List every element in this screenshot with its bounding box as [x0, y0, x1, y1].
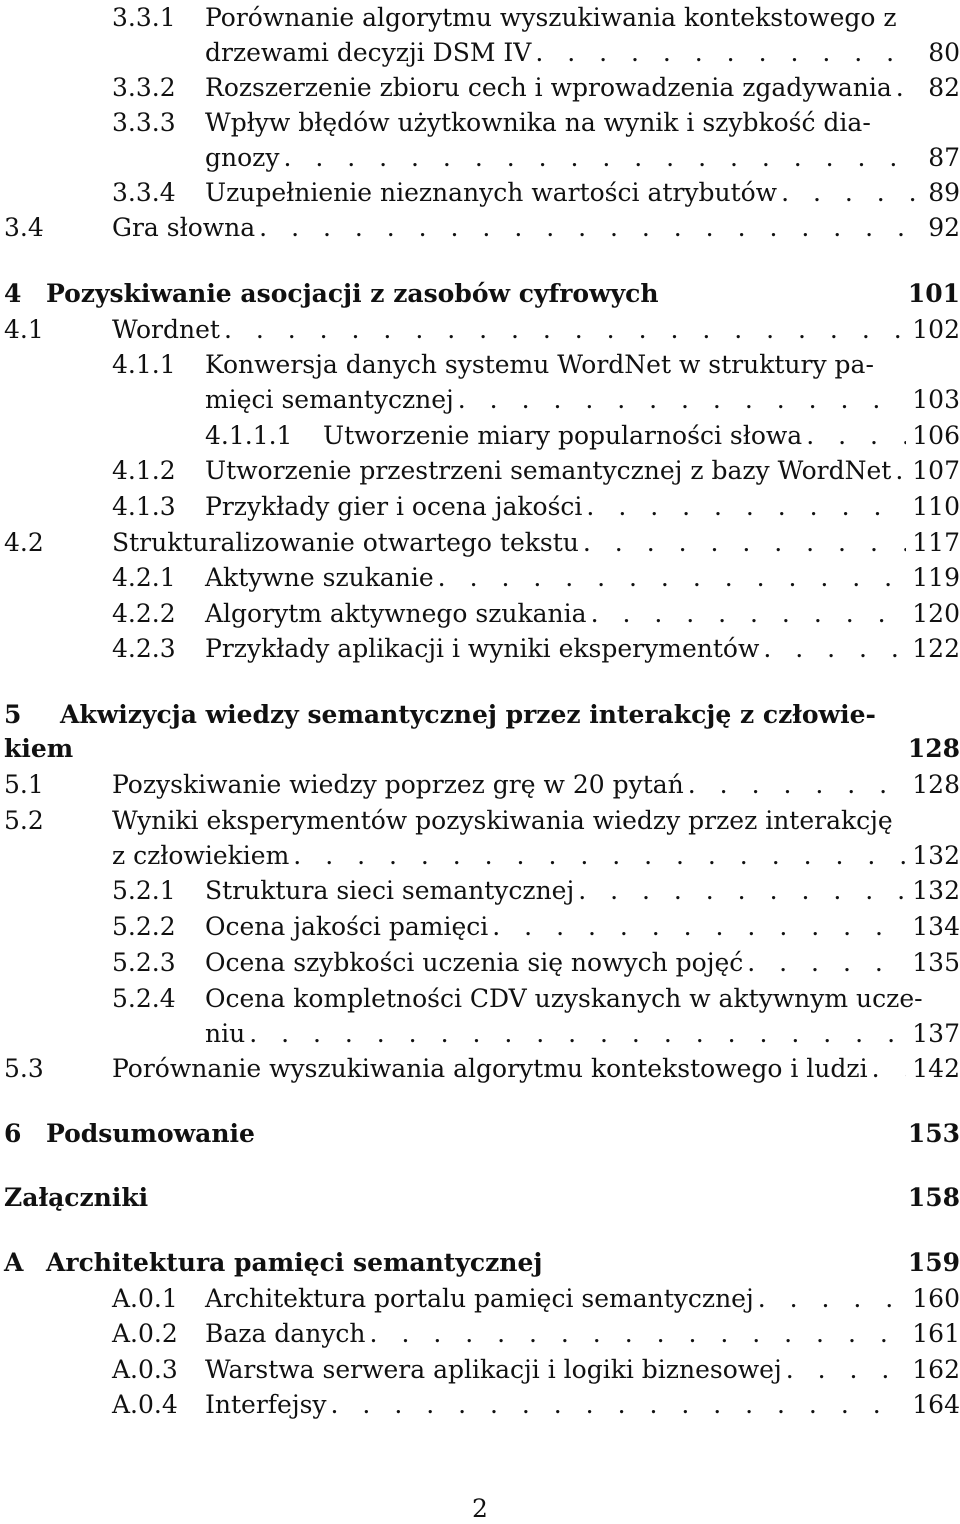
toc-entry-title: z człowiekiem: [112, 841, 290, 870]
toc-entry-page: 119: [912, 563, 960, 592]
toc-entry[interactable]: [4, 210, 960, 246]
toc-entry-number: 4.2.3: [112, 634, 176, 663]
toc-chapter-page: 159: [907, 1248, 960, 1277]
toc-entry[interactable]: [112, 347, 960, 383]
toc-entry-number: A.0.1: [112, 1284, 178, 1313]
toc-entry-number: 3.3.2: [112, 73, 176, 102]
toc-entry-number: A.0.4: [112, 1390, 178, 1419]
toc-chapter[interactable]: [4, 697, 960, 733]
toc-leader-dots: [370, 1316, 907, 1352]
toc-chapter[interactable]: [4, 1245, 960, 1281]
toc-entry-page: 160: [912, 1284, 960, 1313]
toc-entry-page: 80: [928, 38, 960, 67]
toc-entry[interactable]: [112, 1387, 960, 1423]
toc-entry-page: 106: [912, 421, 960, 450]
toc-entry[interactable]: [112, 981, 960, 1017]
toc-chapter-page: 158: [907, 1183, 960, 1212]
toc-entry-number: 3.3.4: [112, 178, 176, 207]
toc-entry-title: Utworzenie miary popularności słowa: [323, 421, 803, 450]
toc-entry-page: 142: [912, 1054, 960, 1083]
toc-entry-title: Przykłady gier i ocena jakości: [205, 492, 583, 521]
toc-entry-number: 4.2.1: [112, 563, 176, 592]
page-number: 2: [472, 1494, 488, 1523]
toc-entry-title: Wpływ błędów użytkownika na wynik i szybkość dia-: [205, 108, 871, 137]
toc-chapter-number: 6: [4, 1119, 22, 1148]
toc-chapter-title: Pozyskiwanie asocjacji z zasobów cyfrowych: [46, 279, 659, 308]
toc-entry[interactable]: [112, 0, 960, 36]
toc-chapter-page: 153: [907, 1119, 960, 1148]
toc-leader-dots: [786, 1352, 907, 1388]
toc-entry-title: Struktura sieci semantycznej: [205, 876, 575, 905]
toc-entry-page: 117: [912, 528, 960, 557]
toc-entry-title: Ocena jakości pamięci: [205, 912, 489, 941]
toc-entry-page: 164: [912, 1390, 960, 1419]
toc-entry-number: 4.2: [4, 528, 44, 557]
toc-entry[interactable]: [112, 1316, 960, 1352]
toc-entry-number: 4.1.1: [112, 350, 176, 379]
toc-chapter[interactable]: [4, 731, 960, 767]
toc-entry[interactable]: [112, 70, 960, 106]
toc-entry-title: Przykłady aplikacji i wyniki eksperymentów: [205, 634, 760, 663]
toc-chapter-title: kiem: [4, 734, 74, 763]
toc-entry-number: 3.3.1: [112, 3, 176, 32]
toc-entry-number: 5.2.3: [112, 948, 176, 977]
toc-leader-dots: [578, 873, 906, 909]
toc-entry-title: Porównanie algorytmu wyszukiwania kontekstowego z: [205, 3, 897, 32]
toc-entry-title: gnozy: [205, 143, 280, 172]
toc-leader-dots: [781, 175, 918, 211]
toc-entry-number: 3.4: [4, 213, 44, 242]
toc-chapter-number: 4: [4, 279, 22, 308]
toc-chapter[interactable]: [4, 276, 960, 312]
toc-entry-title: Baza danych: [205, 1319, 366, 1348]
toc-entry[interactable]: [205, 418, 960, 454]
toc-chapter-title: Podsumowanie: [46, 1119, 255, 1148]
toc-entry-title: Strukturalizowanie otwartego tekstu: [112, 528, 579, 557]
toc-entry-page: 110: [912, 492, 960, 521]
toc-entry-number: 5.2.4: [112, 984, 176, 1013]
toc-entry[interactable]: [4, 803, 960, 839]
toc-entry-page: 122: [912, 634, 960, 663]
toc-entry-number: A.0.2: [112, 1319, 178, 1348]
toc-entry[interactable]: [112, 1352, 960, 1388]
toc-entry-number: 3.3.3: [112, 108, 176, 137]
toc-entry-page: 161: [912, 1319, 960, 1348]
toc-entry-title: Warstwa serwera aplikacji i logiki biznesowej: [205, 1355, 782, 1384]
toc-entry[interactable]: [4, 767, 960, 803]
toc-entry-title: Konwersja danych systemu WordNet w struktury pa-: [205, 350, 874, 379]
toc-entry[interactable]: [112, 838, 960, 874]
toc-entry-page: 92: [928, 213, 960, 242]
toc-leader-dots: [535, 35, 918, 71]
toc-entry[interactable]: [112, 1281, 960, 1317]
toc-entry[interactable]: [112, 873, 960, 909]
toc-leader-dots: [758, 1281, 907, 1317]
toc-entry-title: Utworzenie przestrzeni semantycznej z bazy WordNet: [205, 456, 892, 485]
toc-entry-title: Wyniki eksperymentów pozyskiwania wiedzy przez interakcję: [112, 806, 893, 835]
toc-entry-page: 132: [912, 876, 960, 905]
toc-entry-page: 162: [912, 1355, 960, 1384]
toc-entry-title: Gra słowna: [112, 213, 256, 242]
toc-entry-title: Ocena kompletności CDV uzyskanych w aktywnym ucze-: [205, 984, 923, 1013]
toc-chapter[interactable]: [4, 1116, 960, 1152]
toc-entry-page: 134: [912, 912, 960, 941]
toc-leader-dots: [895, 453, 906, 489]
toc-leader-dots: [283, 140, 918, 176]
toc-entry[interactable]: [112, 909, 960, 945]
toc-entry[interactable]: [112, 945, 960, 981]
toc-entry-title: niu: [205, 1019, 246, 1048]
toc-entry-number: 5.2.1: [112, 876, 176, 905]
toc-entry-page: 128: [912, 770, 960, 799]
toc-entry-title: Algorytm aktywnego szukania: [205, 599, 587, 628]
toc-entry-page: 82: [928, 73, 960, 102]
toc-entry-title: mięci semantycznej: [205, 385, 454, 414]
toc-chapter-title: Akwizycja wiedzy semantycznej przez interakcję z człowie-: [60, 700, 876, 729]
toc-entry-page: 137: [912, 1019, 960, 1048]
toc-chapter-number: 5: [4, 700, 22, 729]
toc-entry-title: drzewami decyzji DSM IV: [205, 38, 532, 67]
toc-entry-number: 5.2: [4, 806, 44, 835]
toc-entry-number: 4.2.2: [112, 599, 176, 628]
toc-entry-title: Aktywne szukanie: [205, 563, 434, 592]
toc-leader-dots: [688, 767, 907, 803]
toc-entry-title: Architektura portalu pamięci semantycznej: [205, 1284, 754, 1313]
toc-entry-title: Rozszerzenie zbioru cech i wprowadzenia zgadywania: [205, 73, 892, 102]
toc-entry-page: 103: [912, 385, 960, 414]
toc-entry-number: 4.1.3: [112, 492, 176, 521]
toc-leader-dots: [806, 418, 906, 454]
toc-chapter[interactable]: [4, 1180, 960, 1216]
toc-entry-page: 120: [912, 599, 960, 628]
toc-entry-number: 5.3: [4, 1054, 44, 1083]
toc-entry[interactable]: [205, 1016, 960, 1052]
toc-entry-title: Pozyskiwanie wiedzy poprzez grę w 20 pytań: [112, 770, 684, 799]
toc-entry[interactable]: [112, 631, 960, 667]
toc-entry-title: Uzupełnienie nieznanych wartości atrybutów: [205, 178, 778, 207]
toc-chapter-number: A: [4, 1248, 24, 1277]
toc-leader-dots: [763, 631, 906, 667]
toc-leader-dots: [872, 1051, 907, 1087]
toc-entry-page: 107: [912, 456, 960, 485]
toc-entry-page: 135: [912, 948, 960, 977]
toc-leader-dots: [586, 489, 906, 525]
toc-entry-title: Interfejsy: [205, 1390, 327, 1419]
toc-entry[interactable]: [205, 382, 960, 418]
toc-entry[interactable]: [4, 1051, 960, 1087]
toc-leader-dots: [492, 909, 906, 945]
toc-leader-dots: [583, 525, 906, 561]
toc-entry[interactable]: [112, 560, 960, 596]
toc-entry[interactable]: [4, 312, 960, 348]
toc-leader-dots: [259, 210, 918, 246]
toc-entry[interactable]: [205, 35, 960, 71]
toc-entry-number: A.0.3: [112, 1355, 178, 1384]
toc-entry-number: 4.1.1.1: [205, 421, 293, 450]
toc-entry-title: Ocena szybkości uczenia się nowych pojęć: [205, 948, 744, 977]
toc-entry-number: 5.1: [4, 770, 44, 799]
toc-leader-dots: [591, 596, 907, 632]
toc-leader-dots: [249, 1016, 906, 1052]
toc-entry[interactable]: [112, 489, 960, 525]
toc-entry[interactable]: [112, 596, 960, 632]
toc-entry-title: Wordnet: [112, 315, 220, 344]
toc-entry-page: 89: [928, 178, 960, 207]
toc-entry-number: 5.2.2: [112, 912, 176, 941]
toc-entry[interactable]: [205, 140, 960, 176]
toc-entry-number: 4.1: [4, 315, 44, 344]
toc-leader-dots: [331, 1387, 907, 1423]
toc-entry[interactable]: [112, 453, 960, 489]
toc-chapter-page: 101: [907, 279, 960, 308]
toc-entry-page: 102: [912, 315, 960, 344]
toc-entry[interactable]: [112, 175, 960, 211]
toc-chapter-title: Architektura pamięci semantycznej: [46, 1248, 543, 1277]
toc-entry-page: 87: [928, 143, 960, 172]
toc-leader-dots: [458, 382, 907, 418]
toc-leader-dots: [293, 838, 906, 874]
toc-leader-dots: [224, 312, 906, 348]
toc-chapter-title: Załączniki: [4, 1183, 149, 1212]
toc-chapter-page: 128: [907, 734, 960, 763]
toc-entry[interactable]: [112, 105, 960, 141]
toc-leader-dots: [747, 945, 906, 981]
toc-entry-page: 132: [912, 841, 960, 870]
toc-entry[interactable]: [4, 525, 960, 561]
toc-entry-title: Porównanie wyszukiwania algorytmu kontekstowego i ludzi: [112, 1054, 868, 1083]
toc-leader-dots: [438, 560, 907, 596]
toc-leader-dots: [896, 70, 918, 106]
toc-entry-number: 4.1.2: [112, 456, 176, 485]
